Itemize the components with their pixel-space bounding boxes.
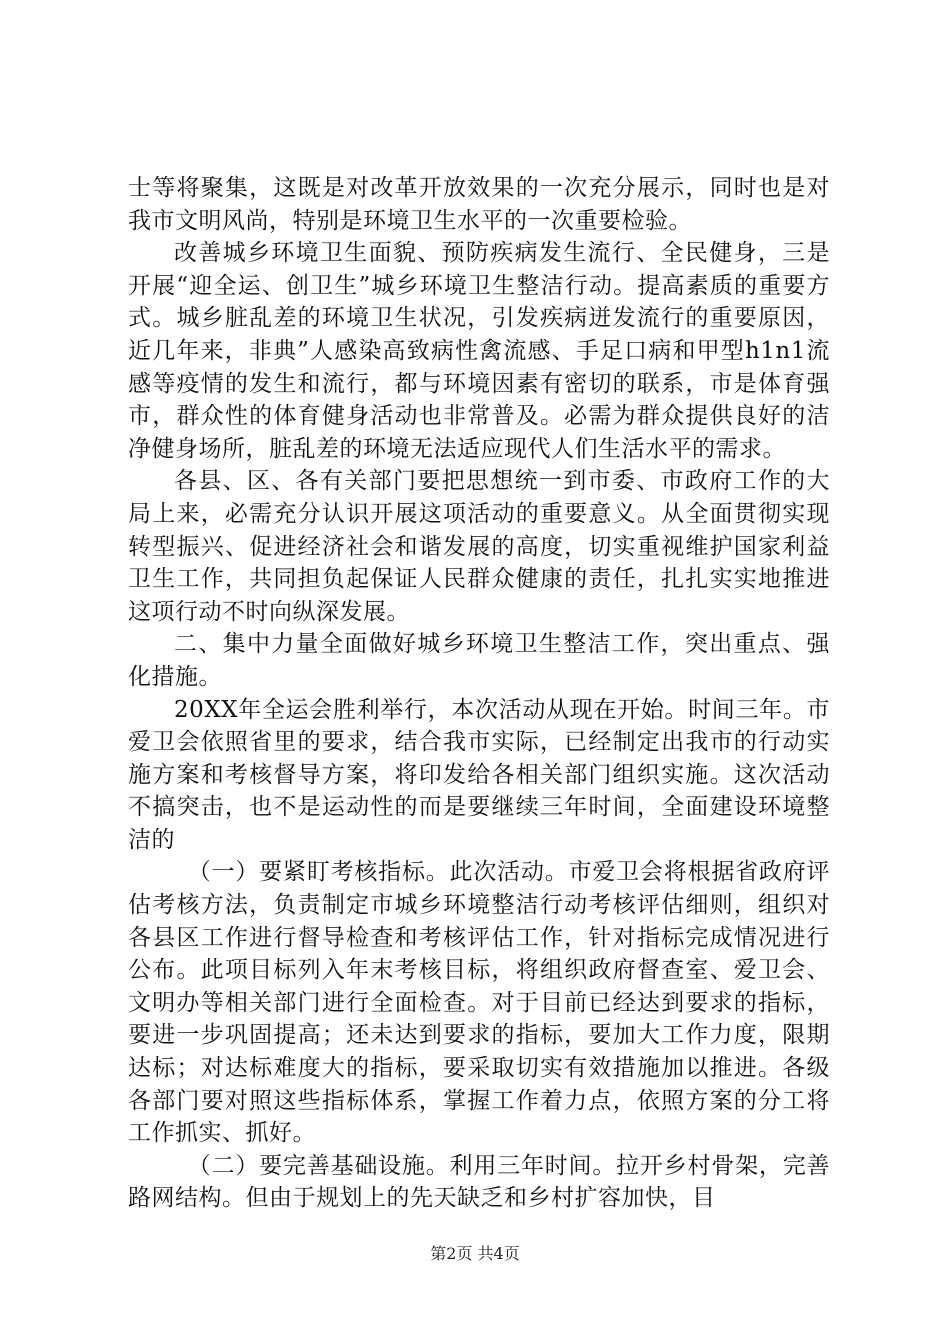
document-body <box>128 172 830 1215</box>
subsection-2: （二）要完善基础设施。利用三年时间。拉开乡村骨架，完善路网结构。但由于规划上的先天缺乏和乡村扩容加快，目 <box>128 1152 830 1212</box>
paragraph-2: 改善城乡环境卫生面貌、预防疾病发生流行、全民健身，三是开展“迎全运、创卫生”城乡环境卫生整洁行动。提高素质的重要方式。城乡脏乱差的环境卫生状况，引发疾病迸发流行的重要原因，近几年来，非典”人感染高致病性禽流感、手足口病和甲型h1n1流感等疫情的发生和流行，都与环境因素有密切的联系，市是体育强市，群众性的体育健身活动也非常普及。必需为群众提供良好的洁净健身场所，脏乱差的环境无法适应现代人们生活水平的需求。 <box>128 240 830 462</box>
page-footer <box>0 1243 950 1265</box>
subsection-1: （一）要紧盯考核指标。此次活动。市爱卫会将根据省政府评估考核方法，负责制定市城乡环境整洁行动考核评估细则，组织对各县区工作进行督导检查和考核评估工作，针对指标完成情况进行公布。此项目标列入年末考核目标，将组织政府督查室、爱卫会、文明办等相关部门进行全面检查。对于目前已经达到要求的指标，要进一步巩固提高；还未达到要求的指标，要加大工作力度，限期达标；对达标难度大的指标，要采取切实有效措施加以推进。各级各部门要对照这些指标体系，掌握工作着力点，依照方案的分工将工作抓实、抓好。 <box>128 859 830 1147</box>
section-heading-2: 二、集中力量全面做好城乡环境卫生整洁工作，突出重点、强化措施。 <box>128 631 830 690</box>
paragraph-3: 各县、区、各有关部门要把思想统一到市委、市政府工作的大局上来，必需充分认识开展这项活动的重要意义。从全面贯彻实现转型振兴、促进经济社会和谐发展的高度，切实重视维护国家利益卫生工作，共同担负起保证人民群众健康的责任，扎扎实实地推进这项行动不时向纵深发展。 <box>128 468 830 625</box>
paragraph-4: 20XX年全运会胜利举行，本次活动从现在开始。时间三年。市爱卫会依照省里的要求，结合我市实际，已经制定出我市的行动实施方案和考核督导方案，将印发给各相关部门组织实施。这次活动不搞突击，也不是运动性的而是要继续三年时间，全面建设环境整洁的 <box>128 696 830 853</box>
paragraph-1: 士等将聚集，这既是对改革开放效果的一次充分展示，同时也是对我市文明风尚，特别是环境卫生水平的一次重要检验。 <box>128 175 830 234</box>
page-number: 第2页 共4页 <box>430 1244 520 1263</box>
